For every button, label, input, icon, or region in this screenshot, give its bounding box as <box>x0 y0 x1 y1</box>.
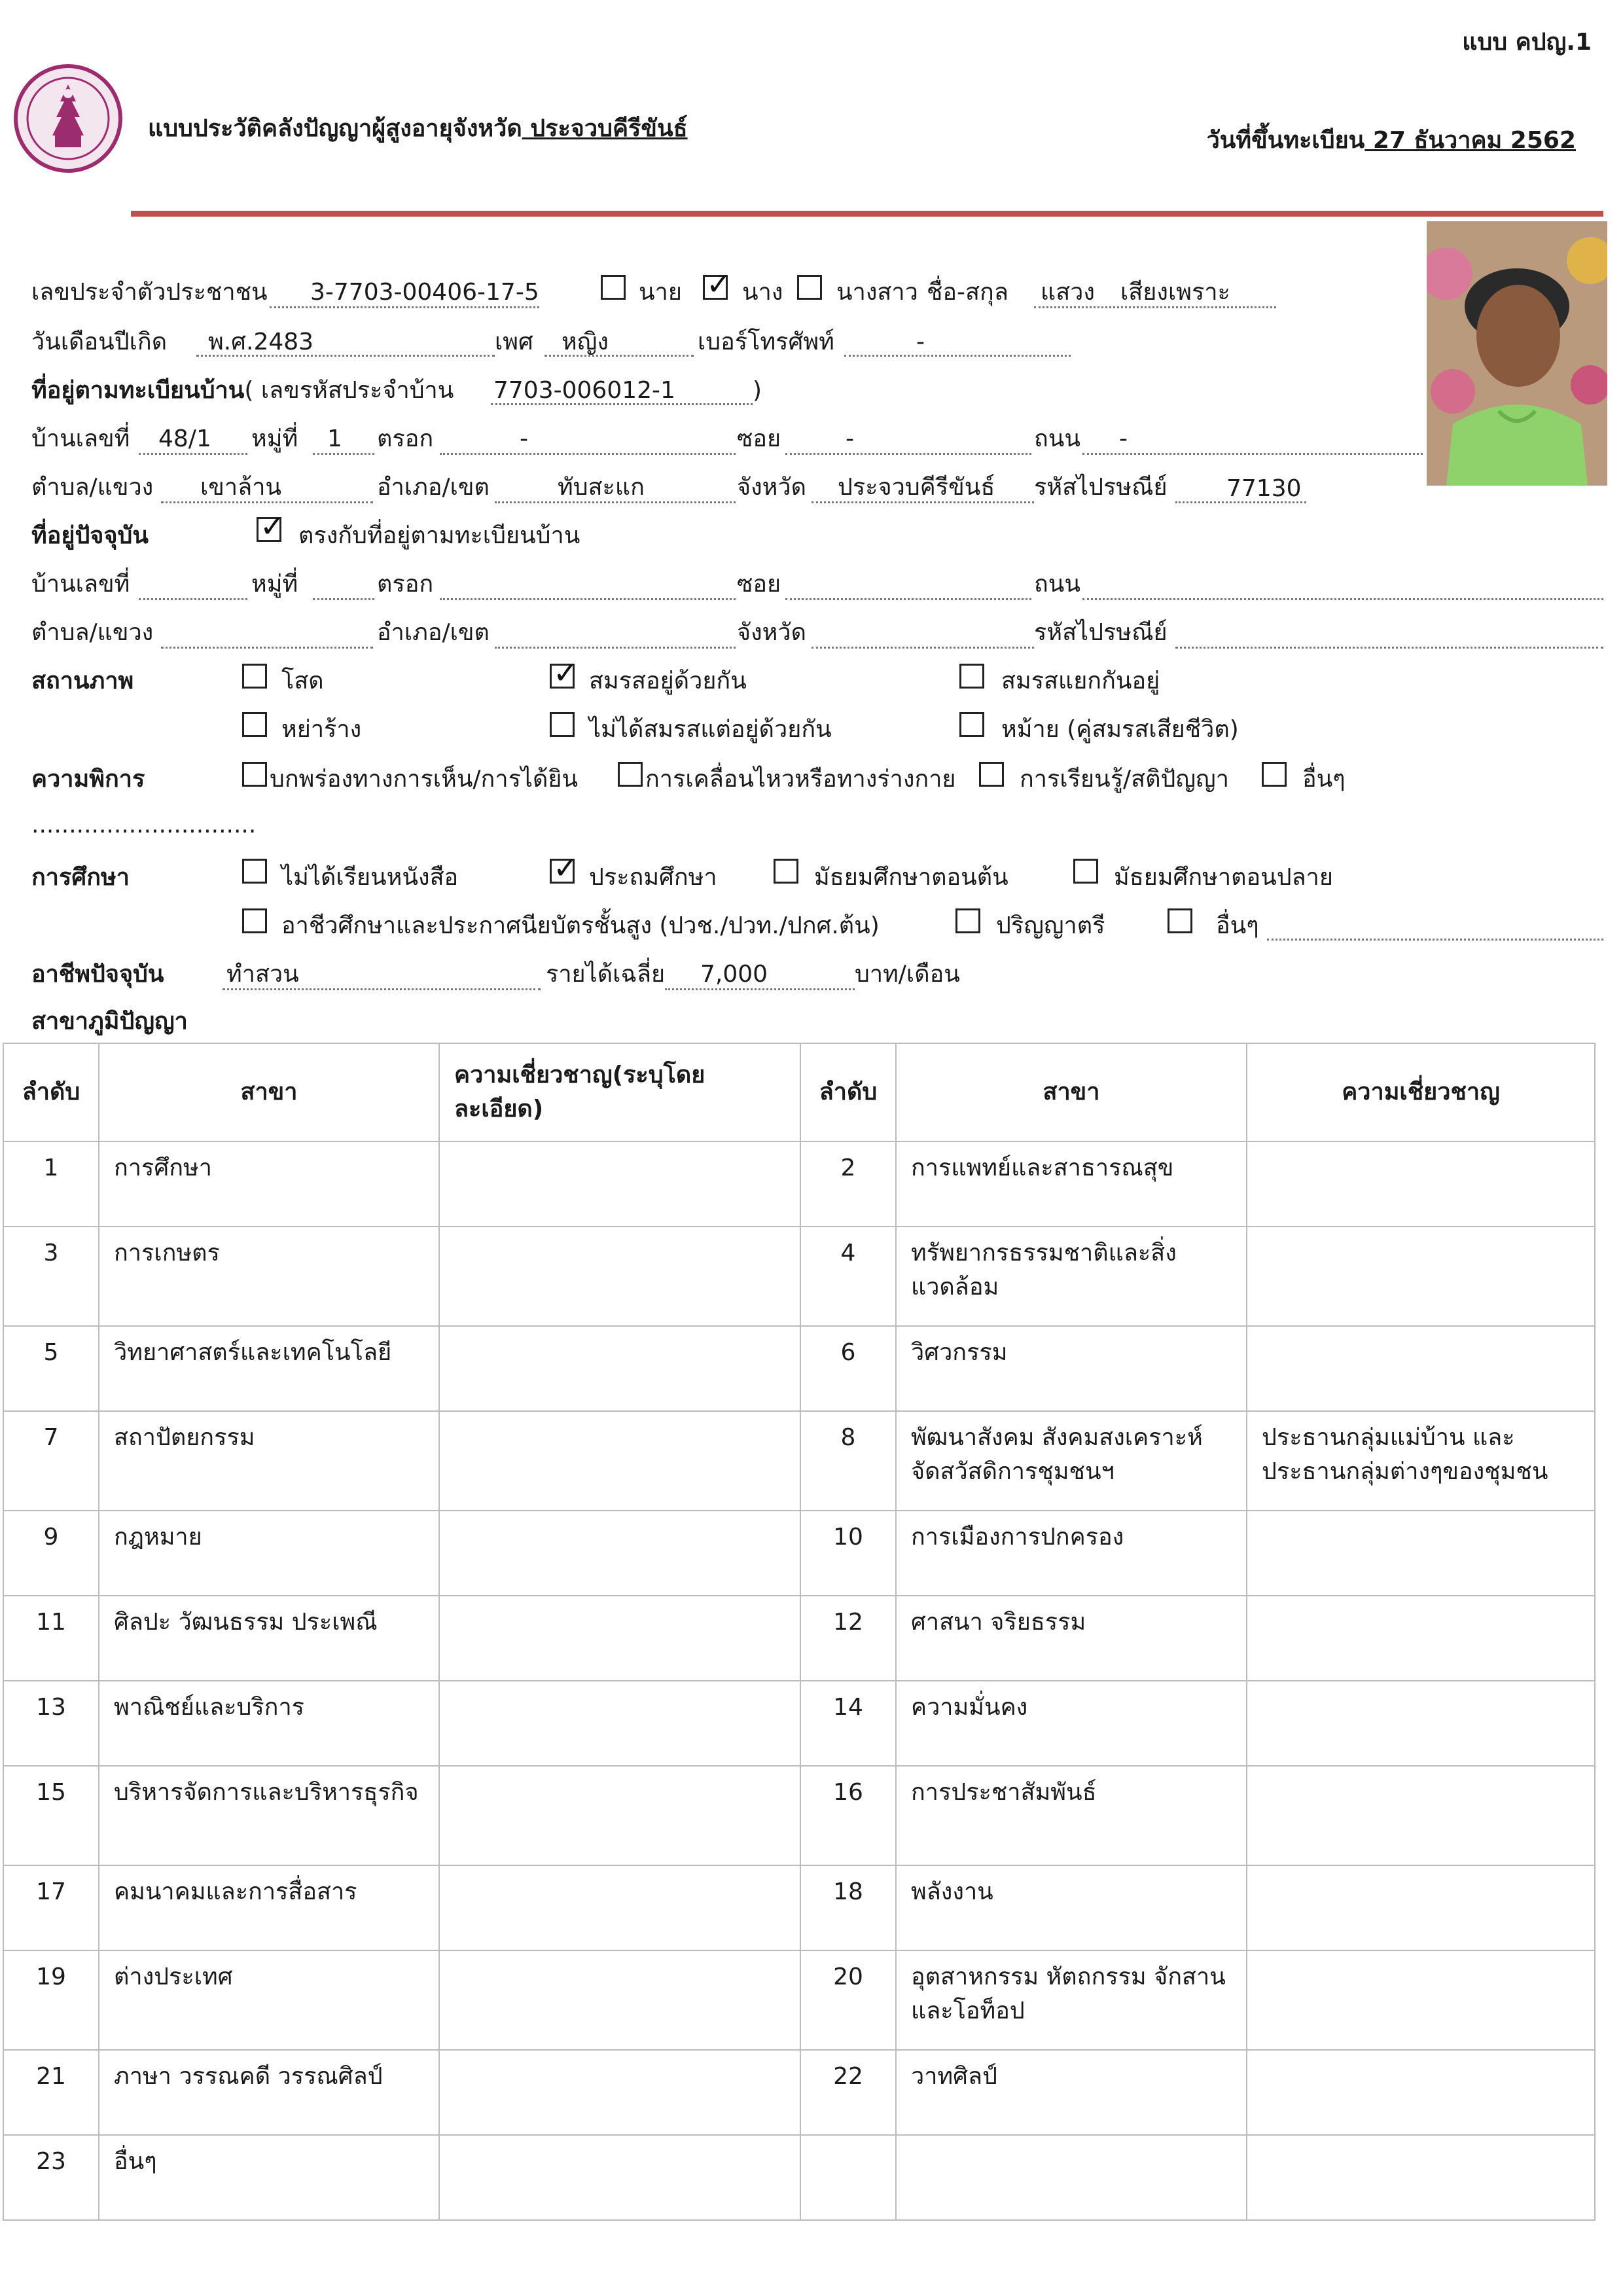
cur-moo-label: หมู่ที่ <box>251 571 298 598</box>
prefix-miss-checkbox[interactable] <box>797 275 822 300</box>
birth-value[interactable]: พ.ศ.2483 <box>208 329 314 355</box>
row-number-right: 2 <box>800 1141 896 1227</box>
row-number-left: 23 <box>3 2135 99 2220</box>
row-branch-right: วาทศิลป์ <box>896 2050 1247 2135</box>
row-branch-left: บริหารจัดการและบริหารธุรกิจ <box>99 1766 439 1865</box>
row-branch-right: ทรัพยากรธรรมชาติและสิ่งแวดล้อม <box>896 1227 1247 1326</box>
cur-amphoe-label: อำเภอ/เขต <box>377 619 490 646</box>
table-row <box>3 1596 1595 1681</box>
citizen-id-label: เลขประจำตัวประชาชน <box>31 279 268 306</box>
phone-label: เบอร์โทรศัพท์ <box>698 329 834 355</box>
status-divorced-checkbox[interactable] <box>242 712 267 737</box>
table-row <box>3 1227 1595 1326</box>
row-branch-left: พาณิชย์และบริการ <box>99 1681 439 1766</box>
row-branch-left: วิทยาศาสตร์และเทคโนโลยี <box>99 1326 439 1411</box>
row-branch-right: การแพทย์และสาธารณสุข <box>896 1141 1247 1227</box>
row-expertise-right[interactable] <box>1247 1326 1595 1411</box>
phone-value[interactable]: - <box>916 329 925 355</box>
reg-soi-value[interactable]: - <box>846 425 854 452</box>
name-label: ชื่อ-สกุล <box>927 279 1008 306</box>
edu-upper-secondary-label: มัธยมศึกษาตอนปลาย <box>1114 864 1333 891</box>
status-heading: สถานภาพ <box>31 668 134 694</box>
row-expertise-left[interactable] <box>439 1766 800 1865</box>
edu-vocational-label: อาชีวศึกษาและประกาศนียบัตรชั้นสูง (ปวช./ปวท./ปกศ.ต้น) <box>281 912 880 939</box>
edu-bachelor-checkbox[interactable] <box>955 908 980 933</box>
row-expertise-right[interactable] <box>1247 1596 1595 1681</box>
row-expertise-left[interactable] <box>439 1411 800 1511</box>
reg-soi-label: ซอย <box>737 425 781 452</box>
row-expertise-left[interactable] <box>439 2050 800 2135</box>
row-number-right: 16 <box>800 1766 896 1865</box>
disability-sensory-label: บกพร่องทางการเห็น/การได้ยิน <box>270 766 579 793</box>
cur-trok-label: ตรอก <box>377 571 434 598</box>
col-header-expertise-2: ความเชี่ยวชาญ <box>1247 1043 1595 1141</box>
reg-amphoe-label: อำเภอ/เขต <box>377 474 490 501</box>
occupation-heading: อาชีพปัจจุบัน <box>31 961 164 988</box>
edu-none-checkbox[interactable] <box>242 859 267 884</box>
row-expertise-right[interactable] <box>1247 1950 1595 2050</box>
reg-moo-value[interactable]: 1 <box>327 425 342 452</box>
reg-road-label: ถนน <box>1034 425 1081 452</box>
wisdom-branch-heading: สาขาภูมิปัญญา <box>31 1008 188 1035</box>
reg-province-label: จังหวัด <box>737 474 806 501</box>
status-separated-checkbox[interactable] <box>959 664 984 689</box>
row-expertise-left[interactable] <box>439 2135 800 2220</box>
col-header-branch-1: สาขา <box>99 1043 439 1141</box>
prefix-mr-label: นาย <box>639 279 682 306</box>
row-expertise-right[interactable] <box>1247 1865 1595 1950</box>
cur-province-label: จังหวัด <box>737 619 806 646</box>
wisdom-branch-table <box>3 1043 1596 2221</box>
header-divider <box>131 211 1603 217</box>
table-row <box>3 1326 1595 1411</box>
citizen-id-value[interactable]: 3-7703-00406-17-5 <box>310 279 539 306</box>
disability-learning-label: การเรียนรู้/สติปัญญา <box>1020 766 1229 793</box>
status-divorced-label: หย่าร้าง <box>281 716 362 743</box>
house-code-value[interactable]: 7703-006012-1 <box>493 377 675 404</box>
disability-other-checkbox[interactable] <box>1262 762 1287 787</box>
table-row <box>3 2050 1595 2135</box>
occupation-value[interactable]: ทำสวน <box>226 961 299 988</box>
row-expertise-left[interactable] <box>439 1227 800 1326</box>
row-expertise-left[interactable] <box>439 1950 800 2050</box>
edu-bachelor-label: ปริญญาตรี <box>996 912 1105 939</box>
first-name-value[interactable]: แสวง <box>1041 279 1095 306</box>
row-branch-left: ต่างประเทศ <box>99 1950 439 2050</box>
house-code-close: ) <box>753 377 762 404</box>
row-expertise-right[interactable] <box>1247 1511 1595 1596</box>
edu-vocational-checkbox[interactable] <box>242 908 267 933</box>
row-expertise-right[interactable]: ประธานกลุ่มแม่บ้าน และประธานกลุ่มต่างๆของชุมชน <box>1247 1411 1595 1511</box>
row-number-left: 15 <box>3 1766 99 1865</box>
row-expertise-right[interactable] <box>1247 1141 1595 1227</box>
col-header-branch-2: สาขา <box>896 1043 1247 1141</box>
province-seal-logo <box>12 62 124 175</box>
edu-lower-secondary-label: มัธยมศึกษาตอนต้น <box>814 864 1008 891</box>
reg-house-no-value[interactable]: 48/1 <box>158 425 211 452</box>
reg-moo-label: หมู่ที่ <box>251 425 298 452</box>
edu-primary-checkbox[interactable]: ✓ <box>550 859 575 884</box>
cur-road-label: ถนน <box>1034 571 1081 598</box>
edu-none-label: ไม่ได้เรียนหนังสือ <box>281 864 459 891</box>
row-branch-left: สถาปัตยกรรม <box>99 1411 439 1511</box>
reg-province-value[interactable]: ประจวบคีรีขันธ์ <box>838 474 995 501</box>
row-number-right: 18 <box>800 1865 896 1950</box>
row-number-left: 13 <box>3 1681 99 1766</box>
row-number-right: 14 <box>800 1681 896 1766</box>
status-single-label: โสด <box>281 668 324 694</box>
row-branch-right: พัฒนาสังคม สังคมสงเคราะห์ จัดสวัสดิการชุมชนฯ <box>896 1411 1247 1511</box>
row-number-left: 11 <box>3 1596 99 1681</box>
row-number-left: 19 <box>3 1950 99 2050</box>
row-branch-right <box>896 2135 1247 2220</box>
disability-mobility-label: การเคลื่อนไหวหรือทางร่างกาย <box>645 766 956 793</box>
status-cohabiting-checkbox[interactable] <box>550 712 575 737</box>
row-branch-left: การเกษตร <box>99 1227 439 1326</box>
row-number-right: 20 <box>800 1950 896 2050</box>
row-expertise-left[interactable] <box>439 1511 800 1596</box>
table-row <box>3 1950 1595 2050</box>
table-row <box>3 1141 1595 1227</box>
reg-trok-value[interactable]: - <box>520 425 528 452</box>
row-branch-left: อื่นๆ <box>99 2135 439 2220</box>
row-branch-left: ภาษา วรรณคดี วรรณศิลป์ <box>99 2050 439 2135</box>
registered-address-heading: ที่อยู่ตามทะเบียนบ้าน( เลขรหัสประจำบ้าน <box>31 377 454 404</box>
cur-soi-label: ซอย <box>737 571 781 598</box>
reg-postcode-value[interactable]: 77130 <box>1226 475 1302 502</box>
row-number-left: 21 <box>3 2050 99 2135</box>
sex-label: เพศ <box>495 329 533 355</box>
row-number-left: 17 <box>3 1865 99 1950</box>
edu-other-label: อื่นๆ <box>1216 912 1259 939</box>
cur-postcode-label: รหัสไปรษณีย์ <box>1034 619 1168 646</box>
row-expertise-right[interactable] <box>1247 2135 1595 2220</box>
status-married-label: สมรสอยู่ด้วยกัน <box>589 668 747 694</box>
reg-tambon-value[interactable]: เขาล้าน <box>200 474 282 501</box>
prefix-mr-checkbox[interactable] <box>601 275 626 300</box>
last-name-value[interactable]: เสียงเพราะ <box>1120 279 1230 306</box>
reg-tambon-label: ตำบล/แขวง <box>31 474 154 501</box>
row-number-right: 4 <box>800 1227 896 1326</box>
prefix-miss-label: นางสาว <box>836 279 918 306</box>
status-widowed-label: หม้าย (คู่สมรสเสียชีวิต) <box>1001 716 1239 743</box>
row-expertise-right[interactable] <box>1247 1766 1595 1865</box>
row-branch-left: การศึกษา <box>99 1141 439 1227</box>
row-branch-left: กฎหมาย <box>99 1511 439 1596</box>
row-number-right: 6 <box>800 1326 896 1411</box>
row-branch-right: การประชาสัมพันธ์ <box>896 1766 1247 1865</box>
row-expertise-right[interactable] <box>1247 1681 1595 1766</box>
table-body <box>3 1141 1595 2220</box>
row-branch-right: อุตสาหกรรม หัตถกรรม จักสานและโอท็อป <box>896 1950 1247 2050</box>
table-row <box>3 1681 1595 1766</box>
cur-tambon-label: ตำบล/แขวง <box>31 619 154 646</box>
same-as-registered-checkbox[interactable]: ✓ <box>257 517 281 542</box>
row-branch-right: วิศวกรรม <box>896 1326 1247 1411</box>
table-row <box>3 1766 1595 1865</box>
row-expertise-left[interactable] <box>439 1596 800 1681</box>
row-expertise-left[interactable] <box>439 1681 800 1766</box>
row-branch-right: พลังงาน <box>896 1865 1247 1950</box>
cur-house-no-label: บ้านเลขที่ <box>31 571 130 598</box>
table-row <box>3 1411 1595 1511</box>
disability-other-text[interactable]: .............................. <box>31 812 257 838</box>
sex-value[interactable]: หญิง <box>562 329 609 355</box>
row-branch-right: การเมืองการปกครอง <box>896 1511 1247 1596</box>
same-as-registered-label: ตรงกับที่อยู่ตามทะเบียนบ้าน <box>298 522 580 549</box>
row-branch-left: ศิลปะ วัฒนธรรม ประเพณี <box>99 1596 439 1681</box>
row-branch-right: ศาสนา จริยธรรม <box>896 1596 1247 1681</box>
income-value[interactable]: 7,000 <box>700 961 768 988</box>
profile-photo <box>1427 221 1607 486</box>
reg-postcode-label: รหัสไปรษณีย์ <box>1034 474 1168 501</box>
income-unit: บาท/เดือน <box>855 961 960 988</box>
prefix-mrs-label: นาง <box>742 279 783 306</box>
row-number-left: 3 <box>3 1227 99 1326</box>
edu-other-checkbox[interactable] <box>1168 908 1192 933</box>
row-expertise-right[interactable] <box>1247 1227 1595 1326</box>
disability-sensory-checkbox[interactable] <box>242 762 267 787</box>
reg-house-no-label: บ้านเลขที่ <box>31 425 130 452</box>
reg-trok-label: ตรอก <box>377 425 434 452</box>
edu-primary-label: ประถมศึกษา <box>589 864 717 891</box>
birth-label: วันเดือนปีเกิด <box>31 329 168 355</box>
income-label: รายได้เฉลี่ย <box>546 961 666 988</box>
disability-heading: ความพิการ <box>31 766 145 793</box>
col-header-no-2: ลำดับ <box>800 1043 896 1141</box>
row-branch-right: ความมั่นคง <box>896 1681 1247 1766</box>
row-number-left: 1 <box>3 1141 99 1227</box>
row-number-right: 12 <box>800 1596 896 1681</box>
col-header-no-1: ลำดับ <box>3 1043 99 1141</box>
reg-road-value[interactable]: - <box>1119 425 1128 452</box>
row-number-left: 9 <box>3 1511 99 1596</box>
row-number-right: 8 <box>800 1411 896 1511</box>
prefix-mrs-checkbox[interactable]: ✓ <box>703 275 728 300</box>
table-row <box>3 2135 1595 2220</box>
disability-other-label: อื่นๆ <box>1302 766 1346 793</box>
status-separated-label: สมรสแยกกันอยู่ <box>1001 668 1160 694</box>
edu-lower-secondary-checkbox[interactable] <box>774 859 798 884</box>
edu-upper-secondary-checkbox[interactable] <box>1073 859 1098 884</box>
row-expertise-left[interactable] <box>439 1141 800 1227</box>
status-cohabiting-label: ไม่ได้สมรสแต่อยู่ด้วยกัน <box>589 716 832 743</box>
registration-date: วันที่ขึ้นทะเบียน 27 ธันวาคม 2562 <box>1206 127 1576 154</box>
reg-amphoe-value[interactable]: ทับสะแก <box>558 474 645 501</box>
row-expertise-left[interactable] <box>439 1326 800 1411</box>
disability-learning-checkbox[interactable] <box>979 762 1004 787</box>
form-title: แบบประวัติคลังปัญญาผู้สูงอายุจังหวัด ประจวบคีรีขันธ์ <box>148 115 688 142</box>
status-widowed-checkbox[interactable] <box>959 712 984 737</box>
form-code: แบบ คปญ.1 <box>1462 29 1592 56</box>
status-married-checkbox[interactable]: ✓ <box>550 664 575 689</box>
table-row <box>3 1511 1595 1596</box>
col-header-expertise-1: ความเชี่ยวชาญ(ระบุโดยละเอียด) <box>439 1043 800 1141</box>
education-heading: การศึกษา <box>31 864 130 891</box>
row-number-left: 7 <box>3 1411 99 1511</box>
status-single-checkbox[interactable] <box>242 664 267 689</box>
row-number-right <box>800 2135 896 2220</box>
row-branch-left: คมนาคมและการสื่อสาร <box>99 1865 439 1950</box>
row-number-right: 10 <box>800 1511 896 1596</box>
row-expertise-left[interactable] <box>439 1865 800 1950</box>
current-address-heading: ที่อยู่ปัจจุบัน <box>31 522 149 549</box>
row-number-left: 5 <box>3 1326 99 1411</box>
disability-mobility-checkbox[interactable] <box>618 762 643 787</box>
table-row <box>3 1865 1595 1950</box>
row-number-right: 22 <box>800 2050 896 2135</box>
row-expertise-right[interactable] <box>1247 2050 1595 2135</box>
